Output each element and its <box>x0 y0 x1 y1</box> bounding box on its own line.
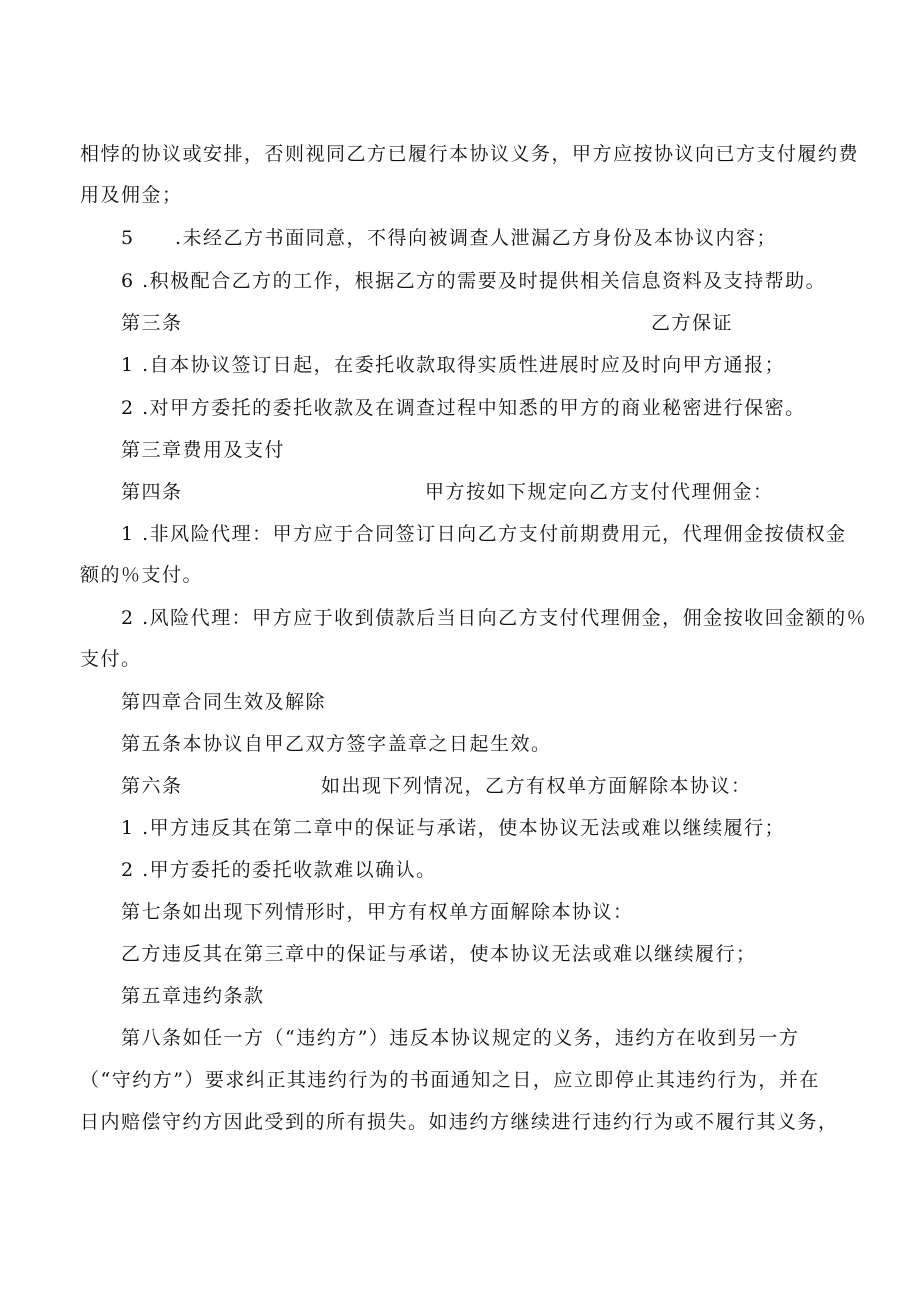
paragraph-line: （“守约方”）要求纠正其违约行为的书面通知之日，应立即停止其违约行为，并在 <box>80 1069 820 1091</box>
list-item-text: .未经乙方书面同意，不得向被调查人泄漏乙方身份及本协议内容； <box>175 227 778 249</box>
list-item: 1 .非风险代理：甲方应于合同签订日向乙方支付前期费用元，代理佣金按债权金 <box>121 523 847 545</box>
chapter-heading: 第三章费用及支付 <box>121 439 286 461</box>
article-paragraph: 第八条如任一方（“违约方”）违反本协议规定的义务，违约方在收到另一方 <box>121 1027 800 1049</box>
article-title: 如出现下列情况，乙方有权单方面解除本协议： <box>321 775 752 797</box>
paragraph: 乙方违反其在第三章中的保证与承诺，使本协议无法或难以继续履行； <box>121 943 757 965</box>
list-item: 1 .自本协议签订日起，在委托收款取得实质性进展时应及时向甲方通报； <box>121 354 786 376</box>
article-heading: 第三条 <box>121 312 183 334</box>
article-title: 乙方保证 <box>651 312 734 334</box>
paragraph-line: 用及佣金； <box>80 184 183 206</box>
list-item: 6 .积极配合乙方的工作，根据乙方的需要及时提供相关信息资料及支持帮助。 <box>121 270 827 292</box>
list-item: 2 .甲方委托的委托收款难以确认。 <box>121 859 437 881</box>
list-item: 1 .甲方违反其在第二章中的保证与承诺，使本协议无法或难以继续履行； <box>121 817 786 839</box>
chapter-heading: 第四章合同生效及解除 <box>121 691 327 713</box>
article-heading: 第六条 <box>121 775 183 797</box>
article-paragraph: 第五条本协议自甲乙双方签字盖章之日起生效。 <box>121 733 552 755</box>
list-item-continuation: 额的％支付。 <box>80 564 204 586</box>
chapter-heading: 第五章违约条款 <box>121 985 265 1007</box>
list-item: 2 .风险代理：甲方应于收到债款后当日向乙方支付代理佣金，佣金按收回金额的％ <box>121 607 868 629</box>
article-title: 甲方按如下规定向乙方支付代理佣金： <box>425 481 774 503</box>
article-paragraph: 第七条如出现下列情形时，甲方有权单方面解除本协议： <box>121 901 634 923</box>
paragraph-line: 相悖的协议或安排，否则视同乙方已履行本协议义务，甲方应按协议向已方支付履约费 <box>80 143 860 165</box>
list-item-number: 5 <box>121 227 135 249</box>
list-item: 2 .对甲方委托的委托收款及在调查过程中知悉的甲方的商业秘密进行保密。 <box>121 397 806 419</box>
list-item-continuation: 支付。 <box>80 648 142 670</box>
article-heading: 第四条 <box>121 481 183 503</box>
paragraph-line: 日内赔偿守约方因此受到的所有损失。如违约方继续进行违约行为或不履行其义务， <box>80 1111 839 1133</box>
